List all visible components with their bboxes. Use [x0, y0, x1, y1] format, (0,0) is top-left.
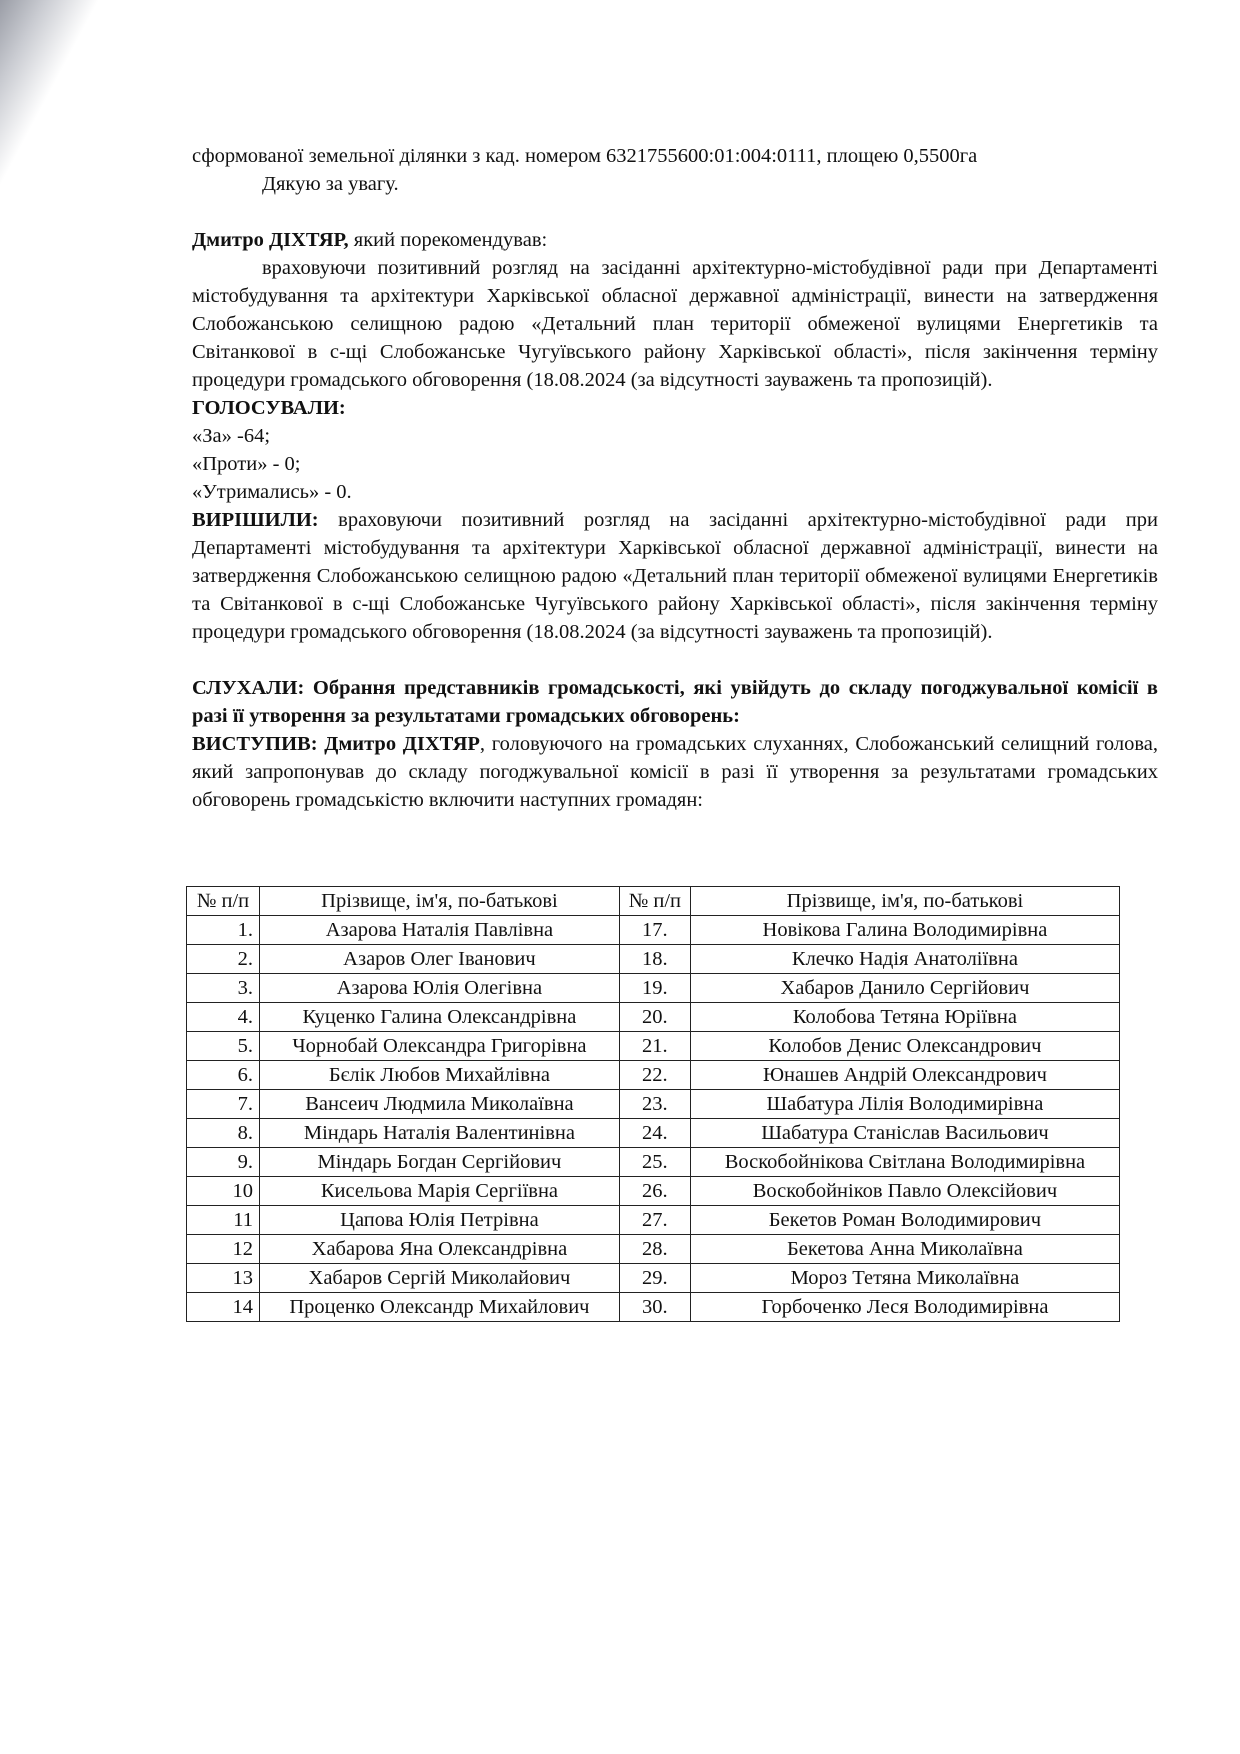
table-row [187, 1090, 1120, 1119]
document-body [192, 142, 1158, 814]
row-name: Міндарь Наталія Валентинівна [260, 1119, 620, 1148]
heard-label: СЛУХАЛИ: [192, 677, 305, 699]
row-name: Азарова Наталія Павлівна [260, 916, 620, 945]
row-num: 14 [187, 1293, 260, 1322]
row-name: Куценко Галина Олександрівна [260, 1003, 620, 1032]
row-num: 26. [619, 1177, 690, 1206]
table-row [187, 974, 1120, 1003]
row-name: Новікова Галина Володимирівна [690, 916, 1119, 945]
row-name: Азаров Олег Іванович [260, 945, 620, 974]
header-name-right: Прізвище, ім'я, по-батькові [690, 887, 1119, 916]
row-name: Шабатура Станіслав Васильович [690, 1119, 1119, 1148]
spacer [192, 198, 1158, 226]
table-row [187, 945, 1120, 974]
row-num: 22. [619, 1061, 690, 1090]
row-num: 18. [619, 945, 690, 974]
table-row [187, 1177, 1120, 1206]
row-num: 10 [187, 1177, 260, 1206]
row-num: 4. [187, 1003, 260, 1032]
table-row [187, 1148, 1120, 1177]
row-num: 12 [187, 1235, 260, 1264]
row-num: 5. [187, 1032, 260, 1061]
table-row [187, 916, 1120, 945]
row-name: Юнашев Андрій Олександрович [690, 1061, 1119, 1090]
row-num: 13 [187, 1264, 260, 1293]
header-num-right: № п/п [619, 887, 690, 916]
row-num: 9. [187, 1148, 260, 1177]
row-num: 29. [619, 1264, 690, 1293]
thanks-line: Дякую за увагу. [262, 173, 399, 195]
row-name: Бекетова Анна Миколаївна [690, 1235, 1119, 1264]
table-row [187, 1032, 1120, 1061]
row-name: Міндарь Богдан Сергійович [260, 1148, 620, 1177]
spoke-label: ВИСТУПИВ: Дмитро ДІХТЯР [192, 733, 480, 755]
row-num: 28. [619, 1235, 690, 1264]
row-name: Цапова Юлія Петрівна [260, 1206, 620, 1235]
row-name: Мороз Тетяна Миколаївна [690, 1264, 1119, 1293]
row-name: Вансеич Людмила Миколаївна [260, 1090, 620, 1119]
row-num: 20. [619, 1003, 690, 1032]
row-name: Воскобойнікова Світлана Володимирівна [690, 1148, 1119, 1177]
table-row [187, 1119, 1120, 1148]
row-num: 11 [187, 1206, 260, 1235]
row-num: 3. [187, 974, 260, 1003]
row-num: 27. [619, 1206, 690, 1235]
vote-abstained: «Утримались» - 0. [192, 481, 352, 503]
row-name: Хабарова Яна Олександрівна [260, 1235, 620, 1264]
row-num: 24. [619, 1119, 690, 1148]
recommend-text: враховуючи позитивний розгляд на засіданні архітектурно-містобудівної ради при Департаменті містобудування та архітектури Харківської обласної державної адміністрації, винести на затвердження Слобожанською селищною радою «Детальний план території обмеженої вулицями Енергетиків та Світанкової в с-щі Слобожанське Чугуївського району Харківської області», після закінчення терміну процедури громадського обговорення (18.08.2024 (за відсутності зауважень та пропозицій). [192, 257, 1158, 391]
decided-label: ВИРІШИЛИ: [192, 509, 319, 531]
row-name: Бєлік Любов Михайлівна [260, 1061, 620, 1090]
row-name: Шабатура Лілія Володимирівна [690, 1090, 1119, 1119]
decided-paragraph [192, 506, 1158, 646]
row-num: 17. [619, 916, 690, 945]
row-num: 8. [187, 1119, 260, 1148]
scan-edge-shadow [0, 0, 120, 240]
row-num: 19. [619, 974, 690, 1003]
vote-against: «Проти» - 0; [192, 453, 301, 475]
row-name: Кисельова Марія Сергіївна [260, 1177, 620, 1206]
table-row [187, 1293, 1120, 1322]
row-name: Хабаров Сергій Миколайович [260, 1264, 620, 1293]
vote-for: «За» -64; [192, 425, 271, 447]
row-name: Колобова Тетяна Юріївна [690, 1003, 1119, 1032]
row-num: 23. [619, 1090, 690, 1119]
row-name: Горбоченко Леся Володимирівна [690, 1293, 1119, 1322]
table-row [187, 1003, 1120, 1032]
recommend-lead [192, 226, 1158, 254]
row-name: Проценко Олександр Михайлович [260, 1293, 620, 1322]
row-name: Хабаров Данило Сергійович [690, 974, 1119, 1003]
spoke-text: , головуючого на громадських слуханнях, Слобожанський селищний голова, який запропонував до складу погоджувальної комісії в разі її утворення за результатами громадських обговорень громадськістю включити наступних громадян: [192, 733, 1158, 811]
header-name-left: Прізвище, ім'я, по-батькові [260, 887, 620, 916]
row-num: 6. [187, 1061, 260, 1090]
commission-members-table [186, 886, 1120, 1322]
table-row [187, 1061, 1120, 1090]
recommend-lead-text: який порекомендував: [348, 229, 548, 251]
heard-text: Обрання представників громадськості, які увійдуть до складу погоджувальної комісії в разі її утворення за результатами громадських обговорень: [192, 677, 1158, 727]
row-num: 1. [187, 916, 260, 945]
table-row [187, 1264, 1120, 1293]
intro-line: сформованої земельної ділянки з кад. номером 6321755600:01:004:0111, площею 0,5500га [192, 145, 978, 167]
row-num: 2. [187, 945, 260, 974]
row-name: Чорнобай Олександра Григорівна [260, 1032, 620, 1061]
heard-paragraph [192, 674, 1158, 730]
row-name: Бекетов Роман Володимирович [690, 1206, 1119, 1235]
table-row [187, 1235, 1120, 1264]
row-num: 25. [619, 1148, 690, 1177]
table-row [187, 1206, 1120, 1235]
spacer [192, 646, 1158, 674]
header-num-left: № п/п [187, 887, 260, 916]
row-name: Клечко Надія Анатоліївна [690, 945, 1119, 974]
spoke-paragraph [192, 730, 1158, 814]
row-name: Азарова Юлія Олегівна [260, 974, 620, 1003]
row-num: 7. [187, 1090, 260, 1119]
row-name: Колобов Денис Олександрович [690, 1032, 1119, 1061]
row-num: 21. [619, 1032, 690, 1061]
table-header-row [187, 887, 1120, 916]
row-num: 30. [619, 1293, 690, 1322]
decided-text: враховуючи позитивний розгляд на засіданні архітектурно-містобудівної ради при Департаменті містобудування та архітектури Харківської обласної державної адміністрації, винести на затвердження Слобожанською селищною радою «Детальний план території обмеженої вулицями Енергетиків та Світанкової в с-щі Слобожанське Чугуївського району Харківської області», після закінчення терміну процедури громадського обговорення (18.08.2024 (за відсутності зауважень та пропозицій). [192, 509, 1158, 643]
row-name: Воскобойніков Павло Олексійович [690, 1177, 1119, 1206]
speaker-name: Дмитро ДІХТЯР, [192, 229, 349, 251]
voting-heading: ГОЛОСУВАЛИ: [192, 397, 346, 419]
